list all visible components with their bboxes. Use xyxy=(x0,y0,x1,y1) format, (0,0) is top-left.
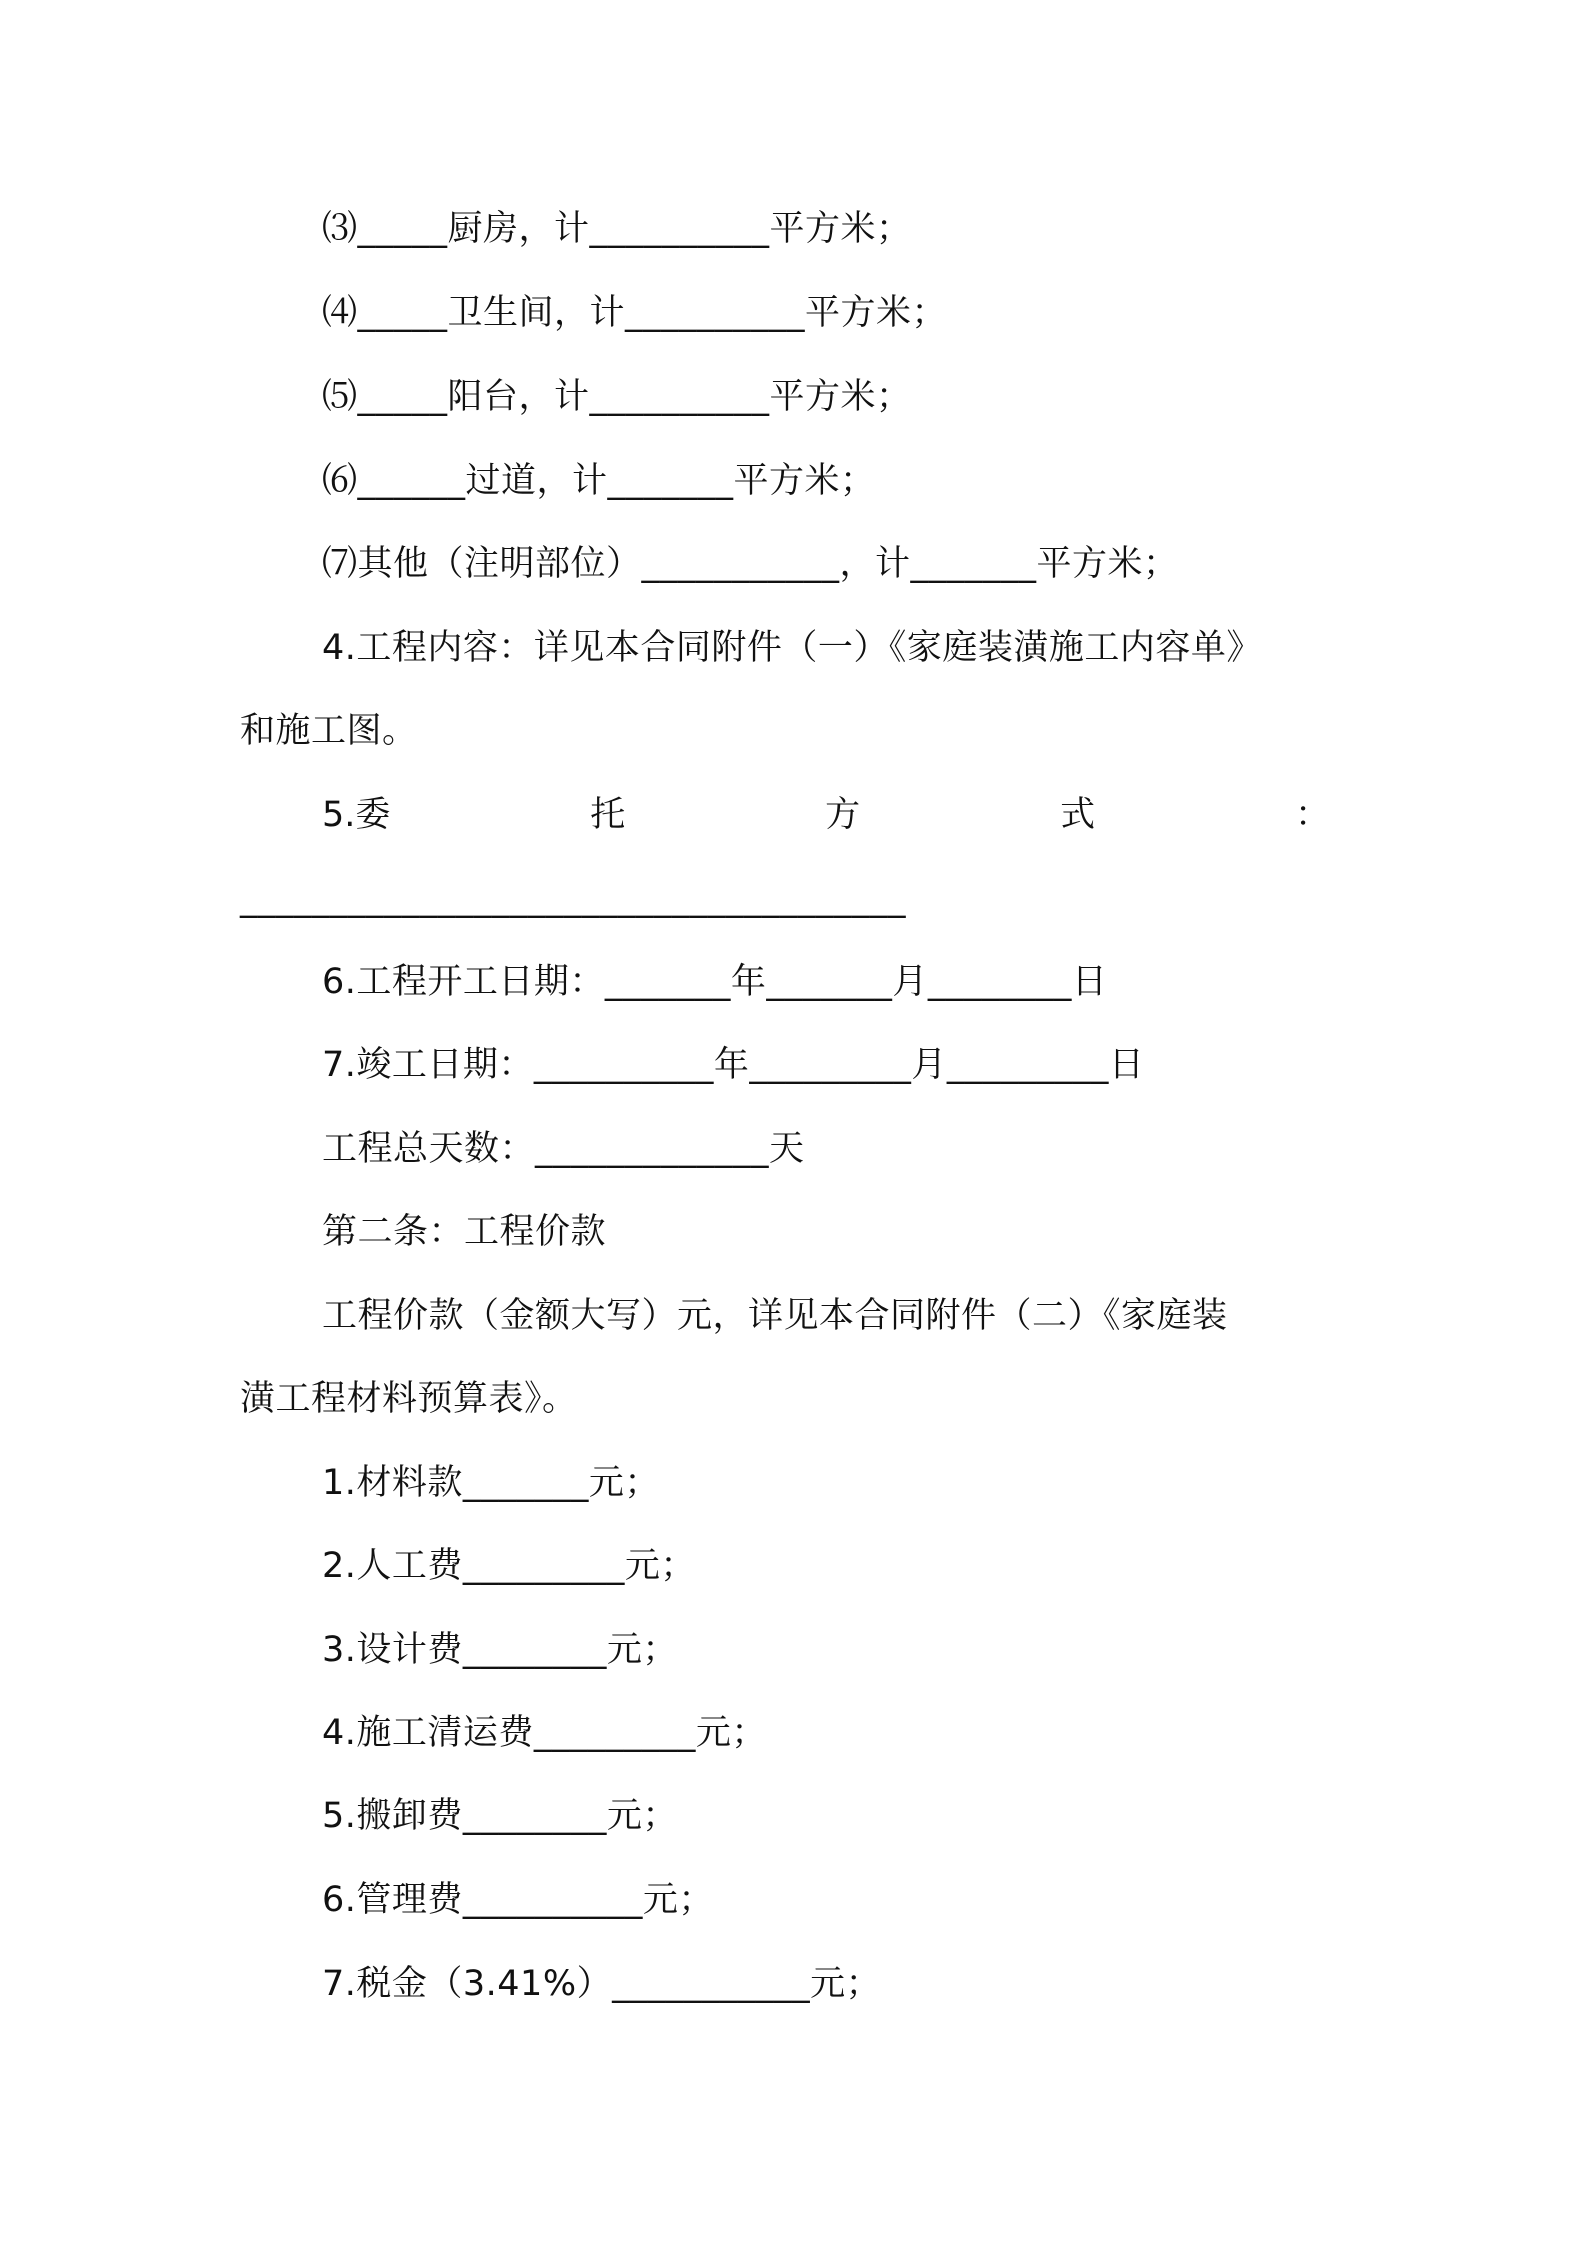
project-content-line-2: 和施工图。 xyxy=(240,711,418,751)
commission-method-label xyxy=(322,790,1330,840)
commission-char: 式 xyxy=(1060,795,1096,835)
commission-method-blank: _____________________________________ xyxy=(240,879,906,919)
total-days-line: 工程总天数：_____________天 xyxy=(322,1129,805,1169)
fee-management: 6.管理费__________元； xyxy=(322,1880,714,1920)
room-bathroom-line: ⑷_____卫生间，计__________平方米； xyxy=(322,293,948,333)
commission-char: 5.委 xyxy=(322,795,391,835)
room-other-line: ⑺其他（注明部位）___________，计_______平方米； xyxy=(322,544,1179,584)
fee-labor: 2.人工费_________元； xyxy=(322,1546,696,1586)
room-balcony-line: ⑸_____阳台，计__________平方米； xyxy=(322,377,912,417)
price-line-2: 潢工程材料预算表》。 xyxy=(240,1379,578,1419)
room-kitchen-line: ⑶_____厨房，计__________平方米； xyxy=(322,209,912,249)
start-date-line: 6.工程开工日期：_______年_______月________日 xyxy=(322,962,1108,1002)
fee-cleanup: 4.施工清运费_________元； xyxy=(322,1713,767,1753)
project-content-line-1: 4.工程内容：详见本合同附件（一）《家庭装潢施工内容单》 xyxy=(322,628,1262,668)
price-line-1: 工程价款（金额大写）元，详见本合同附件（二）《家庭装 xyxy=(322,1296,1228,1336)
fee-materials: 1.材料款_______元； xyxy=(322,1463,660,1503)
article-2-heading: 第二条：工程价款 xyxy=(322,1212,607,1252)
commission-char: 方 xyxy=(825,795,861,835)
commission-char: ： xyxy=(1294,795,1330,835)
completion-date-line: 7.竣工日期：__________年_________月_________日 xyxy=(322,1045,1145,1085)
fee-tax: 7.税金（3.41%）___________元； xyxy=(322,1964,882,2004)
commission-char: 托 xyxy=(590,795,626,835)
room-corridor-line: ⑹______过道，计_______平方米； xyxy=(322,461,876,501)
fee-handling: 5.搬卸费________元； xyxy=(322,1796,678,1836)
fee-design: 3.设计费________元； xyxy=(322,1630,678,1670)
